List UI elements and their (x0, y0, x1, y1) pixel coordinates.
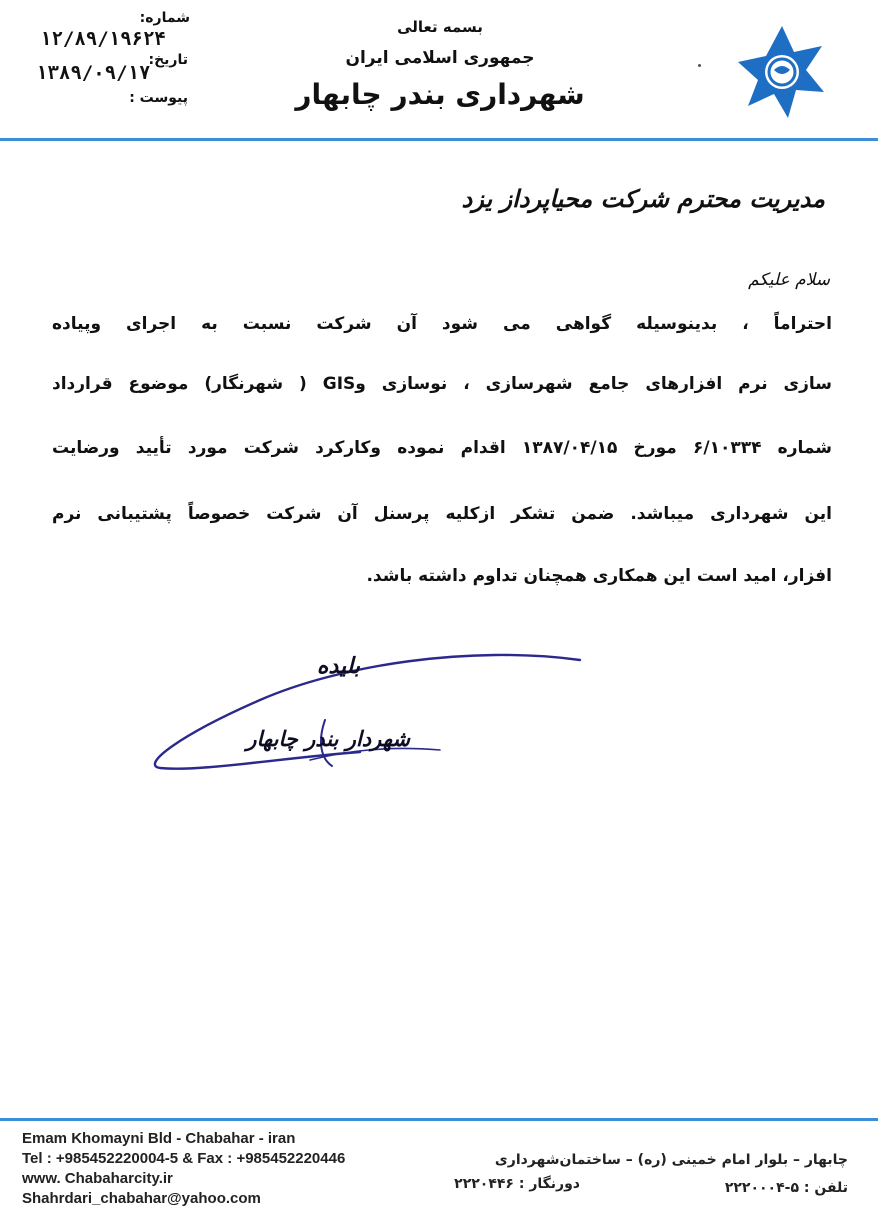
letter-number: ۱۲/۸۹/۱۹۶۲۴ (40, 28, 166, 50)
footer-email: Shahrdari_chabahar@yahoo.com (22, 1190, 261, 1207)
footer-address-en: Emam Khomayni Bld - Chabahar - iran (22, 1130, 296, 1147)
basmala: بسمه تعالی (397, 18, 483, 36)
footer-website: www. Chabaharcity.ir (22, 1170, 173, 1187)
body-line: احتراماً ، بدینوسیله گواهی می شود آن شرکت نسبت به اجرای وپیاده (52, 314, 832, 334)
footer-tel-fax-en: Tel : +985452220004-5 & Fax : +985452220446 (22, 1150, 346, 1167)
mayor-signature-title: شهردار بندر چابهار (246, 726, 410, 751)
body-line: سازی نرم افزارهای جامع شهرسازی ، نوسازی وGIS ( شهرنگار) موضوع قرارداد (52, 374, 832, 394)
recipient: مدیریت محترم شرکت محیاپرداز یزد (461, 184, 825, 213)
footer-divider (0, 1118, 878, 1121)
greeting: سلام علیکم (748, 270, 830, 290)
footer-tel-fa: تلفن : ۵-۲۲۲۰۰۰۴ (724, 1180, 848, 1196)
body-line: شماره ۶/۱۰۳۳۴ مورخ ۱۳۸۷/۰۴/۱۵ اقدام نموده وکارکرد شرکت مورد تأیید ورضایت (52, 438, 832, 458)
body-line: این شهرداری میباشد. ضمن تشکر ازکلیه پرسنل آن شرکت خصوصاً پشتیبانی نرم (52, 504, 832, 524)
approval-handwriting: بلیده (316, 653, 360, 679)
attachment-label: پیوست : (129, 90, 188, 106)
letter-date: ۱۳۸۹/۰۹/۱۷ (36, 62, 151, 84)
number-label: شماره: (139, 10, 190, 26)
footer-address-fa: چابهار – بلوار امام خمینی (ره) – ساختمان‌شهرداری (494, 1152, 848, 1168)
municipality-title: شهرداری بندر چابهار (295, 78, 585, 111)
speck (698, 64, 701, 67)
body-line: افزار، امید است این همکاری همچنان تداوم داشته باشد. (366, 566, 832, 586)
header-divider (0, 138, 878, 141)
municipality-logo (738, 22, 826, 122)
republic-title: جمهوری اسلامی ایران (345, 48, 535, 68)
date-label: تاریخ: (148, 52, 188, 68)
footer-fax-fa: دورنگار : ۲۲۲۰۴۴۶ (454, 1176, 580, 1192)
